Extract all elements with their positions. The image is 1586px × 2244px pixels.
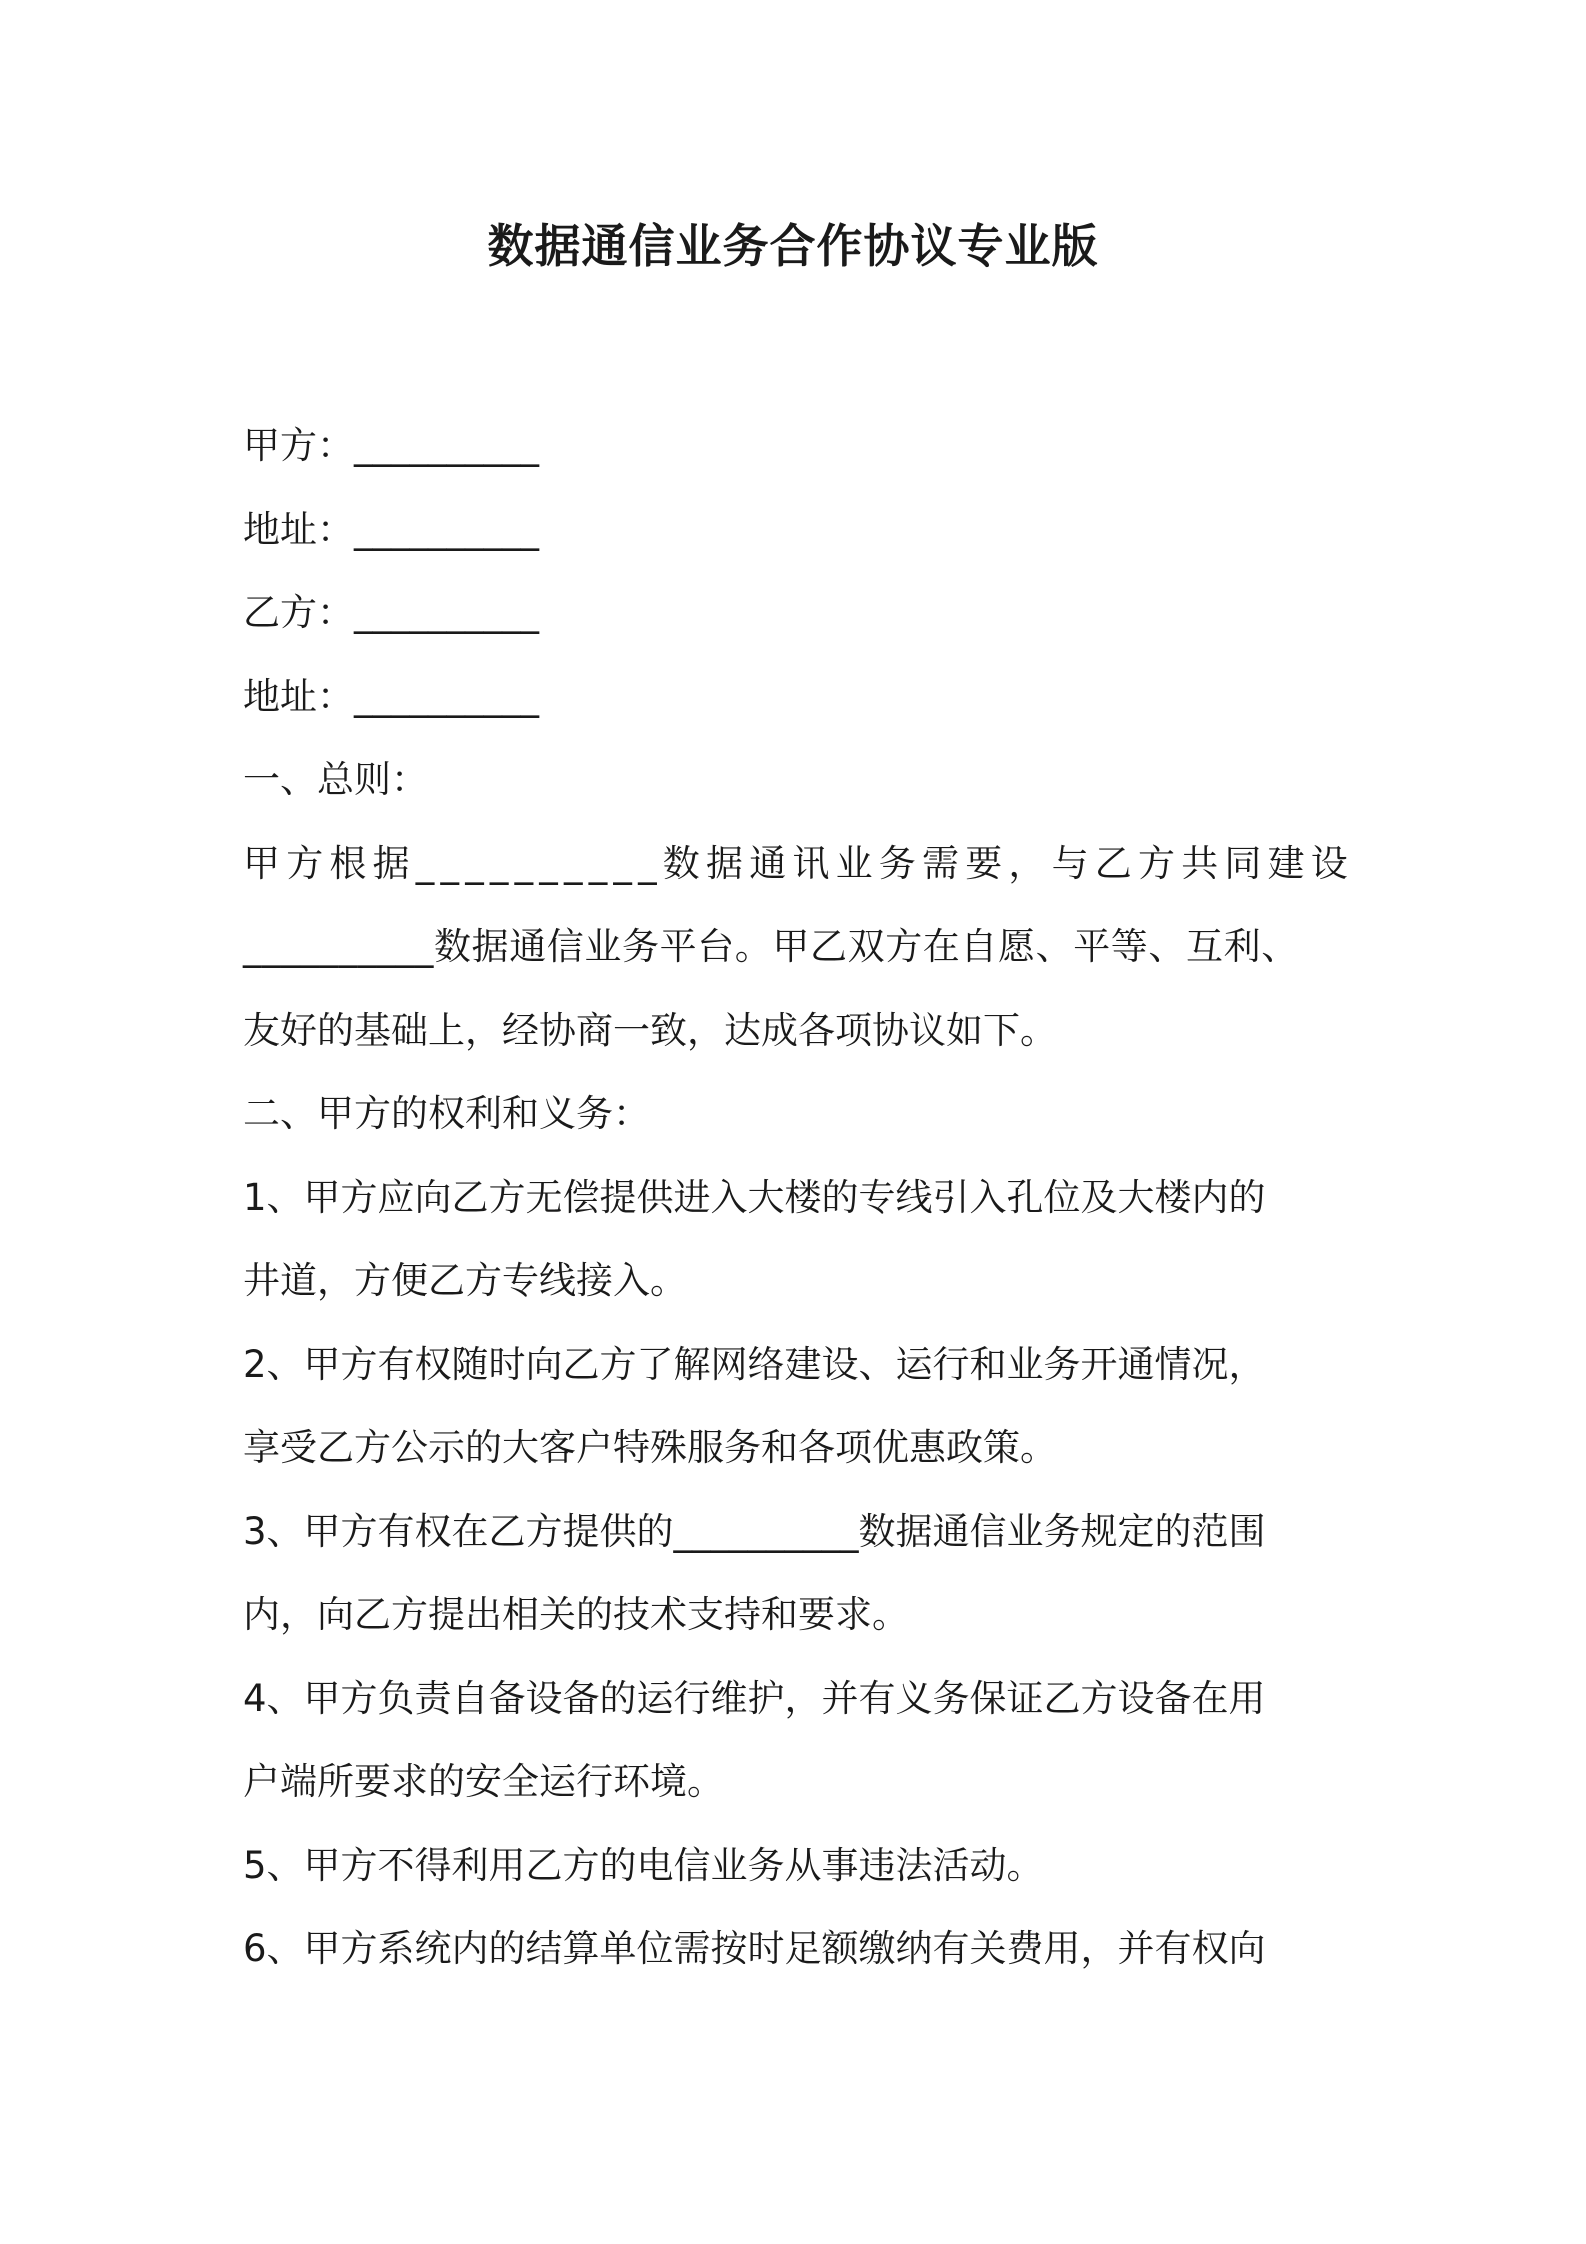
item-4-line-2: 户端所要求的安全运行环境。 — [243, 1760, 724, 1803]
party-a-label: 甲方： — [243, 424, 354, 467]
party-b-label: 乙方： — [243, 591, 354, 634]
item-1-line-2: 井道，方便乙方专线接入。 — [243, 1259, 687, 1302]
item-6-line-1: 6、甲方系统内的结算单位需按时足额缴纳有关费用，并有权向 — [243, 1927, 1266, 1970]
item-3-line-1: 3、甲方有权在乙方提供的__________数据通信业务规定的范围 — [243, 1509, 1266, 1553]
party-b-blank: __________ — [354, 591, 539, 634]
document-title: 数据通信业务合作协议专业版 — [487, 219, 1099, 273]
party-a-line — [243, 404, 1357, 488]
party-a-blank: __________ — [354, 424, 539, 467]
section-1-heading: 一、总则： — [243, 758, 428, 801]
section-1-para-line-2: __________数据通信业务平台。甲乙双方在自愿、平等、互利、 — [243, 925, 1299, 968]
section-1-para-line-1: 甲方根据__________数据通讯业务需要，与乙方共同建设 — [243, 841, 1354, 885]
item-3-line-2: 内，向乙方提出相关的技术支持和要求。 — [243, 1593, 909, 1636]
party-b-address-blank: __________ — [354, 674, 539, 718]
item-2-line-2: 享受乙方公示的大客户特殊服务和各项优惠政策。 — [243, 1426, 1057, 1469]
party-b-address-label: 地址： — [243, 674, 354, 718]
party-a-address-blank: __________ — [354, 507, 539, 551]
party-b-address-line — [243, 655, 1357, 739]
party-a-address-label: 地址： — [243, 507, 354, 551]
item-5-line-1: 5、甲方不得利用乙方的电信业务从事违法活动。 — [243, 1843, 1044, 1887]
item-2-line-1: 2、甲方有权随时向乙方了解网络建设、运行和业务开通情况， — [243, 1342, 1266, 1386]
section-1-para-line-3: 友好的基础上，经协商一致，达成各项协议如下。 — [243, 1008, 1057, 1052]
section-2-heading: 二、甲方的权利和义务： — [243, 1092, 650, 1135]
party-b-line — [243, 571, 1357, 655]
document-body — [243, 404, 1357, 1991]
item-1-line-1: 1、甲方应向乙方无偿提供进入大楼的专线引入孔位及大楼内的 — [243, 1175, 1266, 1219]
item-4-line-1: 4、甲方负责自备设备的运行维护，并有义务保证乙方设备在用 — [243, 1676, 1266, 1720]
party-a-address-line — [243, 488, 1357, 572]
